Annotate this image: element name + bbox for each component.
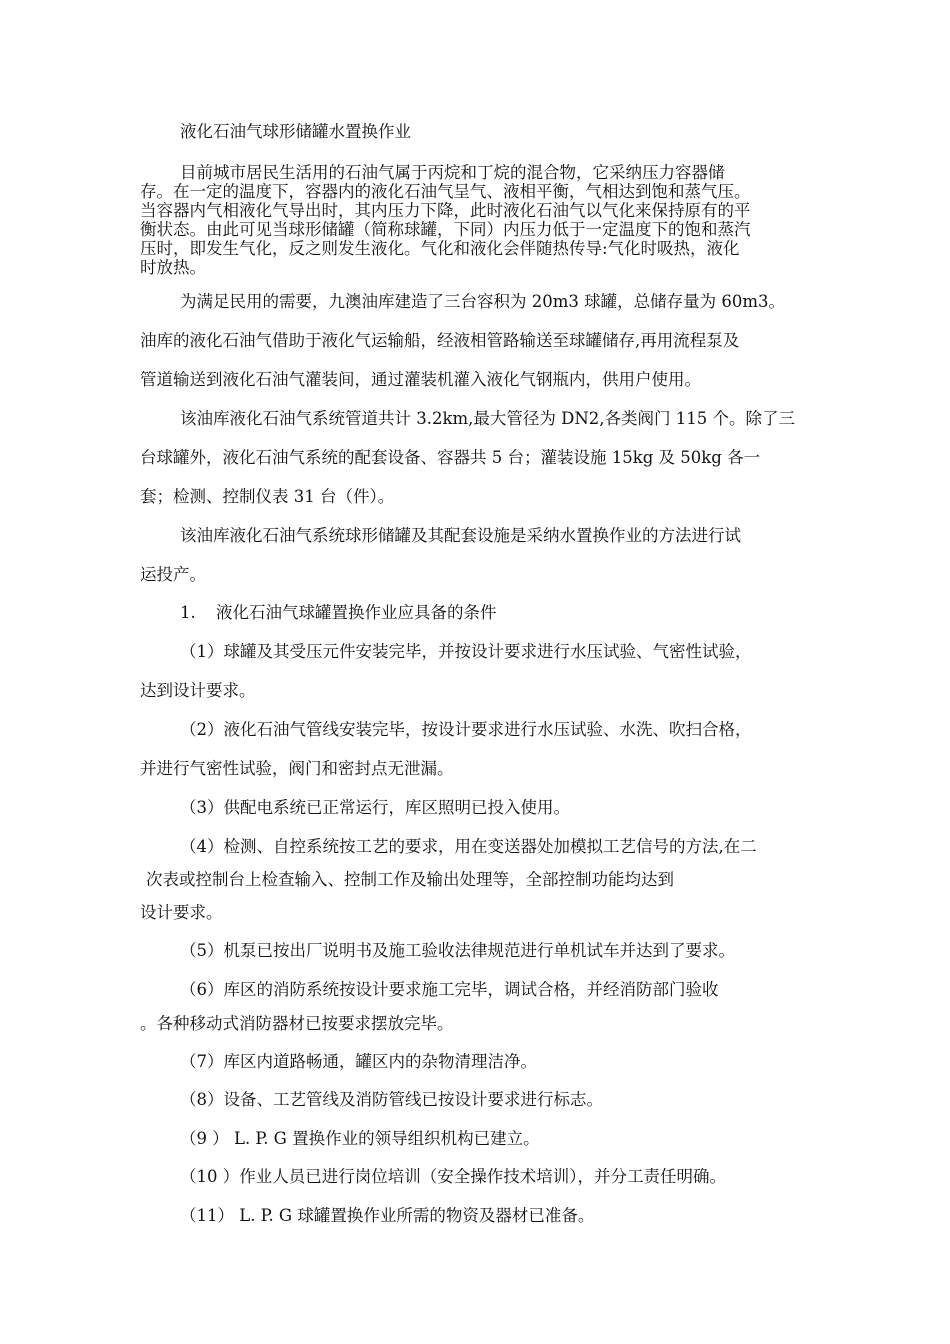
paragraph-line: 该油库液化石油气系统球形储罐及其配套设施是采纳水置换作业的方法进行试	[180, 526, 741, 545]
condition-item: （7）库区内道路畅通，罐区内的杂物清理洁净。	[180, 1052, 537, 1071]
condition-item: （10 ）作业人员已进行岗位培训（安全操作技术培训），并分工责任明确。	[180, 1167, 726, 1186]
paragraph-line: 管道输送到液化石油气灌装间，通过灌装机灌入液化气钢瓶内，供用户使用。	[140, 370, 701, 389]
condition-item: （1）球罐及其受压元件安装完毕，并按设计要求进行水压试验、气密性试验，	[180, 642, 752, 661]
condition-item: 次表或控制台上检查输入、控制工作及输出处理等，全部控制功能均达到	[146, 870, 674, 889]
intro-line: 存。在一定的温度下，容器内的液化石油气呈气、液相平衡，气相达到饱和蒸气压。	[140, 182, 751, 201]
paragraph-line: 该油库液化石油气系统管道共计 3.2km,最大管径为 DN2,各类阀门 115 个。除了三	[180, 409, 796, 428]
condition-item: （2）液化石油气管线安装完毕，按设计要求进行水压试验、水洗、吹扫合格，	[180, 720, 752, 739]
paragraph-line: 套；检测、控制仪表 31 台（件）。	[140, 487, 395, 506]
paragraph-line: 为满足民用的需要，九澳油库建造了三台容积为 20m3 球罐，总储存量为 60m3。	[180, 292, 786, 311]
section-number: 1.	[180, 603, 196, 622]
condition-item: 。各种移动式消防器材已按要求摆放完毕。	[140, 1014, 454, 1033]
intro-line: 目前城市居民生活用的石油气属于丙烷和丁烷的混合物，它采纳压力容器储	[180, 163, 725, 182]
condition-item: 并进行气密性试验，阀门和密封点无泄漏。	[140, 759, 454, 778]
paragraph-line: 油库的液化石油气借助于液化气运输船，经液相管路输送至球罐储存,再用流程泵及	[140, 331, 740, 350]
paragraph-line: 运投产。	[140, 565, 206, 584]
condition-item: （4）检测、自控系统按工艺的要求，用在变送器处加模拟工艺信号的方法,在二	[180, 837, 757, 856]
intro-line: 当容器内气相液化气导出时，其内压力下降，此时液化石油气以气化来保持原有的平	[140, 201, 751, 220]
document-title: 液化石油气球形储罐水置换作业	[180, 122, 411, 141]
condition-item: （3）供配电系统已正常运行，库区照明已投入使用。	[180, 798, 570, 817]
intro-line: 时放热。	[140, 258, 206, 277]
condition-item: （9 ） L. P. G 置换作业的领导组织机构已建立。	[180, 1129, 540, 1148]
intro-line: 衡状态。由此可见当球形储罐（简称球罐，下同）内压力低于一定温度下的饱和蒸汽	[140, 220, 751, 239]
condition-item: （5）机泵已按出厂说明书及施工验收法律规范进行单机试车并达到了要求。	[180, 941, 735, 960]
paragraph-line: 台球罐外，液化石油气系统的配套设备、容器共 5 台；灌装设施 15kg 及 50kg 各一	[140, 448, 761, 467]
condition-item: 达到设计要求。	[140, 681, 256, 700]
condition-item: （8）设备、工艺管线及消防管线已按设计要求进行标志。	[180, 1090, 603, 1109]
intro-line: 压时，即发生气化，反之则发生液化。气化和液化会伴随热传导:气化时吸热，液化	[140, 239, 740, 258]
condition-item: （6）库区的消防系统按设计要求施工完毕，调试合格，并经消防部门验收	[180, 980, 719, 999]
condition-item: 设计要求。	[140, 903, 223, 922]
condition-item: （11） L. P. G 球罐置换作业所需的物资及器材已准备。	[180, 1206, 595, 1225]
section-heading: 液化石油气球罐置换作业应具备的条件	[216, 603, 497, 622]
